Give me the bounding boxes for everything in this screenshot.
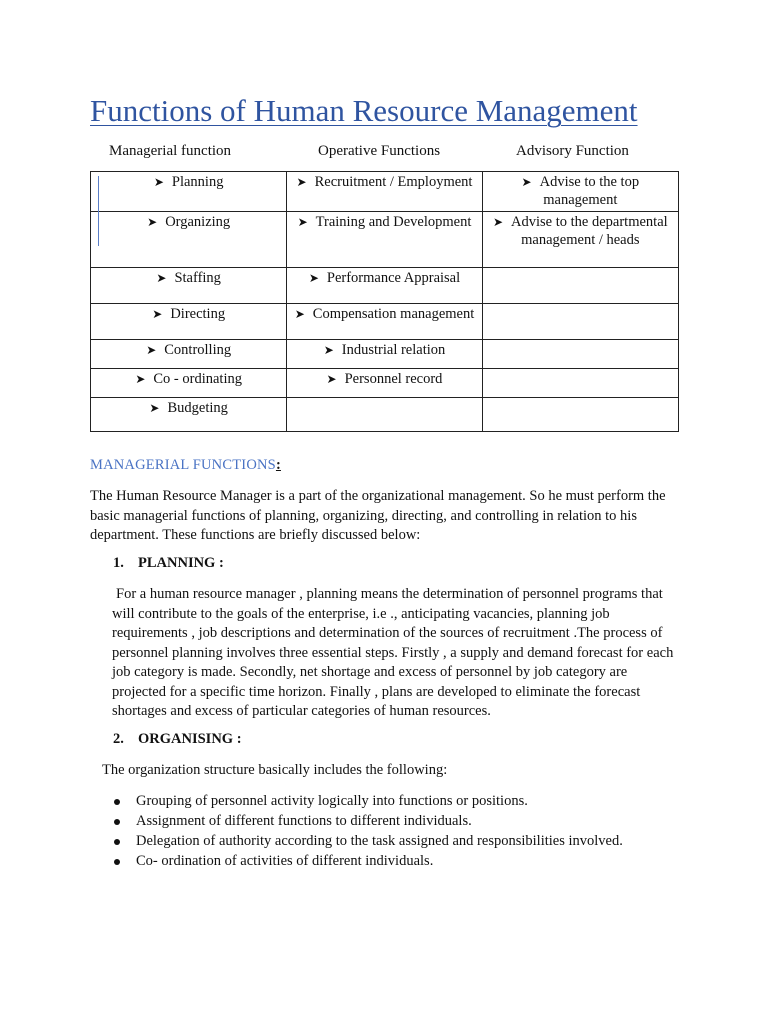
arrowhead-bullet-icon: ➤ — [492, 215, 504, 229]
operative-cell — [287, 398, 482, 432]
operative-cell — [287, 172, 482, 212]
operative-cell — [287, 340, 482, 369]
planning-paragraph: For a human resource manager , planning means the determination of personnel programs that will contribute to the goals of the enterprise, i.e ., anticipating vacancies, planning job requirements , job descriptions and determination of the sources of recruitment .The process of personnel planning involves three essential steps. Firstly , a supply and demand forecast for each job category is made. Secondly, net shortage and excess of personnel by job category are projected for a specific time horizon. Finally , plans are developed to eliminate the forecast shortages and excess of particular categories of human resources. — [112, 586, 674, 719]
managerial-cell — [91, 304, 287, 340]
arrowhead-bullet-icon: ➤ — [156, 271, 167, 285]
managerial-intro-paragraph: The Human Resource Manager is a part of the organizational management. So he must perform the basic managerial functions of planning, organizing, directing, and controlling in relation to his department. These functions are briefly discussed below: — [90, 488, 666, 543]
cell-text: Budgeting — [167, 400, 228, 416]
arrowhead-bullet-icon: ➤ — [147, 215, 158, 229]
planning-heading-text: PLANNING : — [138, 555, 224, 571]
functions-table — [90, 171, 679, 432]
cell-text: Controlling — [164, 342, 232, 358]
cell-text: Advise to the top management — [539, 174, 640, 208]
table-row — [91, 304, 679, 340]
planning-heading — [113, 555, 224, 572]
cell-text: Training and Development — [315, 214, 472, 230]
table-row — [91, 369, 679, 398]
arrowhead-bullet-icon: ➤ — [153, 175, 164, 189]
organising-list — [108, 791, 623, 871]
arrowhead-bullet-icon: ➤ — [152, 307, 163, 321]
operative-cell — [287, 212, 482, 268]
arrowhead-bullet-icon: ➤ — [135, 372, 146, 386]
managerial-cell — [91, 172, 287, 212]
arrowhead-bullet-icon: ➤ — [326, 372, 337, 386]
organising-heading — [113, 731, 242, 748]
arrowhead-bullet-icon: ➤ — [294, 307, 305, 321]
margin-mark — [98, 176, 99, 246]
table-row — [91, 212, 679, 268]
advisory-cell — [482, 172, 678, 212]
cell-text: Compensation management — [312, 306, 475, 322]
list-item-text: Assignment of different functions to different individuals. — [136, 813, 472, 829]
arrowhead-bullet-icon: ➤ — [146, 343, 157, 357]
arrowhead-bullet-icon: ➤ — [323, 343, 334, 357]
list-item — [108, 831, 623, 851]
managerial-cell — [91, 369, 287, 398]
managerial-cell — [91, 398, 287, 432]
advisory-cell — [482, 369, 678, 398]
section-heading-colon: : — [275, 457, 281, 473]
table-row — [91, 340, 679, 369]
arrowhead-bullet-icon: ➤ — [296, 175, 307, 189]
operative-cell — [287, 304, 482, 340]
arrowhead-bullet-icon: ➤ — [297, 215, 308, 229]
bullet-dot-icon — [114, 839, 120, 845]
cell-text: Performance Appraisal — [326, 270, 461, 286]
advisory-cell — [482, 212, 678, 268]
arrowhead-bullet-icon: ➤ — [149, 401, 160, 415]
organising-number: 2. — [113, 731, 124, 747]
managerial-cell — [91, 268, 287, 304]
cell-text: Co - ordinating — [153, 371, 242, 387]
cell-text: Industrial relation — [341, 342, 446, 358]
section-heading-text: MANAGERIAL FUNCTIONS — [90, 457, 276, 473]
operative-cell — [287, 369, 482, 398]
table-row — [91, 268, 679, 304]
cell-text: Recruitment / Employment — [314, 174, 473, 190]
document-title: Functions of Human Resource Management — [90, 93, 638, 128]
bullet-dot-icon — [114, 819, 120, 825]
cell-text: Staffing — [174, 270, 221, 286]
managerial-cell — [91, 340, 287, 369]
column-header-managerial: Managerial function — [109, 143, 232, 159]
section-heading-managerial — [90, 457, 281, 474]
list-item — [108, 791, 623, 811]
managerial-cell — [91, 212, 287, 268]
cell-text: Organizing — [165, 214, 231, 230]
list-item — [108, 851, 623, 871]
planning-number: 1. — [113, 555, 124, 571]
table-row — [91, 172, 679, 212]
advisory-cell — [482, 398, 678, 432]
table-row — [91, 398, 679, 432]
organising-intro: The organization structure basically includes the following: — [102, 762, 448, 778]
list-item-text: Delegation of authority according to the task assigned and responsibilities involved. — [136, 833, 623, 849]
arrowhead-bullet-icon: ➤ — [521, 175, 532, 189]
operative-cell — [287, 268, 482, 304]
list-item-text: Grouping of personnel activity logically into functions or positions. — [136, 793, 528, 809]
cell-text: Directing — [170, 306, 226, 322]
organising-heading-text: ORGANISING : — [138, 731, 242, 747]
column-header-operative: Operative Functions — [318, 143, 441, 159]
arrowhead-bullet-icon: ➤ — [308, 271, 319, 285]
cell-text: Personnel record — [344, 371, 443, 387]
list-item-text: Co- ordination of activities of different individuals. — [136, 853, 434, 869]
cell-text: Advise to the departmental management / heads — [511, 214, 668, 248]
advisory-cell — [482, 340, 678, 369]
bullet-dot-icon — [114, 799, 120, 805]
cell-text: Planning — [171, 174, 224, 190]
bullet-dot-icon — [114, 859, 120, 865]
list-item — [108, 811, 623, 831]
advisory-cell — [482, 268, 678, 304]
advisory-cell — [482, 304, 678, 340]
column-header-advisory: Advisory Function — [516, 143, 629, 159]
